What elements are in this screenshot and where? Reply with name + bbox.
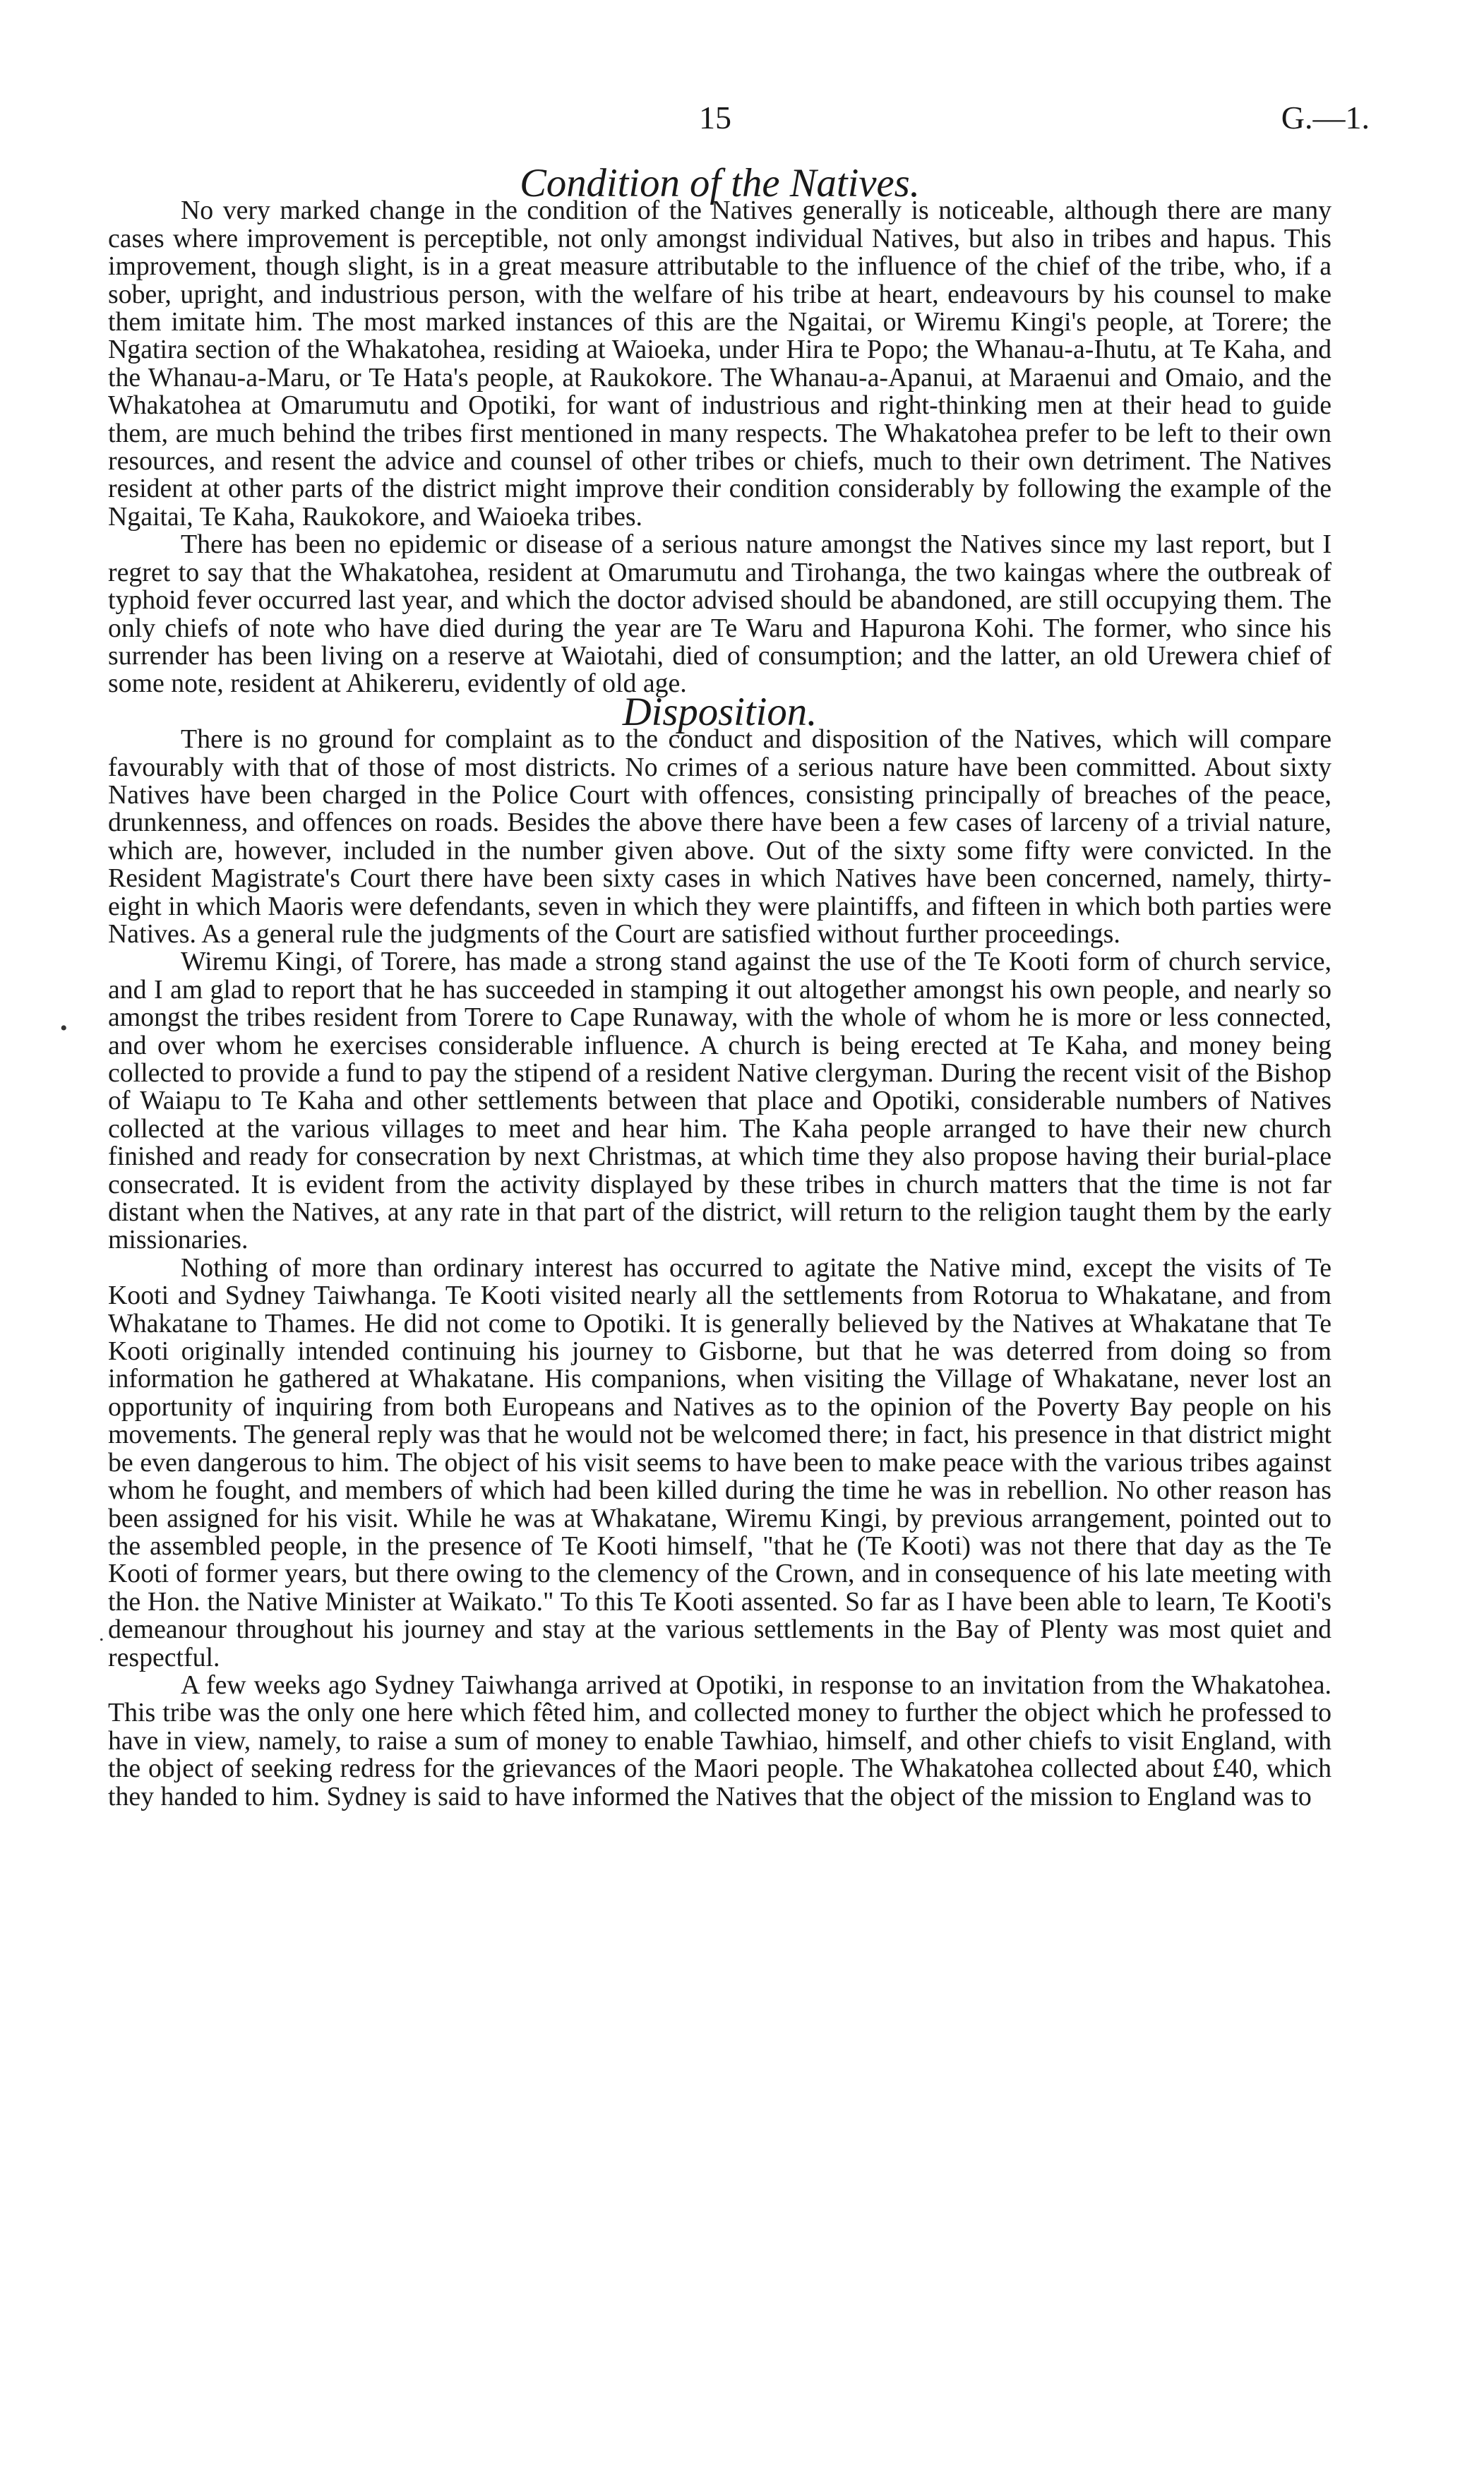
margin-mark: . <box>99 1622 104 1646</box>
margin-mark: • <box>60 1017 68 1040</box>
paragraph: A few weeks ago Sydney Taiwhanga arrived at Opotiki, in response to an invitation from the Whakatohea. This tribe was the only one here which fêted him, and collected money to further the object which he professed to have in view, namely, to raise a sum of money to enable Tawhiao, himself, and other chiefs to visit England, with the object of seeking redress for the grievances of the Maori people. The Whakatohea collected about £40, which they handed to him. Sydney is said to have informed the Natives that the object of the mission to England was to <box>108 1670 1332 1811</box>
page-number: 15 <box>699 100 731 136</box>
section-disposition <box>108 689 1332 1811</box>
section-condition-of-natives <box>108 161 1332 699</box>
page-body <box>108 161 1332 1811</box>
document-reference: G.—1. <box>1281 100 1370 136</box>
paragraph: Nothing of more than ordinary interest has occurred to agitate the Native mind, except the visits of Te Kooti and Sydney Taiwhanga. Te Kooti visited nearly all the settlements from Rotorua to Whakatane, and from Whakatane to Thames. He did not come to Opotiki. It is generally believed by the Natives at Whakatane that Te Kooti originally intended continuing his journey to Gisborne, but that he was deterred from doing so from information he gathered at Whakatane. His companions, when visiting the Village of Whakatane, never lost an opportunity of inquiring from both Europeans and Natives as to the opinion of the Poverty Bay people on his movements. The general reply was that he would not be welcomed there; in fact, his presence in that district might be even dangerous to him. The object of his visit seems to have been to make peace with the various tribes against whom he fought, and members of which had been killed during the time he was in rebellion. No other reason has been assigned for his visit. While he was at Whakatane, Wiremu Kingi, by previous arrangement, pointed out to the assembled people, in the presence of Te Kooti himself, "that he (Te Kooti) was not there that day as the Te Kooti of former years, but there owing to the clemency of the Crown, and in consequence of his late meeting with the Hon. the Native Minister at Waikato." To this Te Kooti assented. So far as I have been able to learn, Te Kooti's demeanour throughout his journey and stay at the various settlements in the Bay of Plenty was most quiet and respectful. <box>108 1252 1332 1672</box>
paragraph: There is no ground for complaint as to the conduct and disposition of the Natives, which will compare favourably with that of those of most districts. No crimes of a serious nature have been committed. About sixty Natives have been charged in the Police Court with offences, consisting principally of breaches of the peace, drunkenness, and offences on roads. Besides the above there have been a few cases of larceny of a trivial nature, which are, however, included in the number given above. Out of the sixty some fifty were convicted. In the Resident Magistrate's Court there have been sixty cases in which Natives have been concerned, namely, thirty-eight in which Maoris were defendants, seven in which they were plaintiffs, and fifteen in which both parties were Natives. As a general rule the judgments of the Court are satisfied without further proceedings. <box>108 724 1332 949</box>
section-heading: Disposition. <box>622 689 818 734</box>
paragraph: There has been no epidemic or disease of a serious nature amongst the Natives since my last report, but I regret to say that the Whakatohea, resident at Omarumutu and Tirohanga, the two kaingas where the outbreak of typhoid fever occurred last year, and which the doctor advised should be abandoned, are still occupying them. The only chiefs of note who have died during the year are Te Waru and Hapurona Kohi. The former, who since his surrender has been living on a reserve at Waiotahi, died of consumption; and the latter, an old Urewera chief of some note, resident at Ahikereru, evidently of old age. <box>108 529 1332 699</box>
paragraph: Wiremu Kingi, of Torere, has made a strong stand against the use of the Te Kooti form of church service, and I am glad to report that he has succeeded in stamping it out altogether amongst his own people, and nearly so amongst the tribes resident from Torere to Cape Runaway, with the whole of whom he is more or less connected, and over whom he exercises considerable influence. A church is being erected at Te Kaha, and money being collected to provide a fund to pay the stipend of a resident Native clergyman. During the recent visit of the Bishop of Waiapu to Te Kaha and other settlements between that place and Opotiki, considerable numbers of Natives collected at the various villages to meet and hear him. The Kaha people arranged to have their new church finished and ready for consecration by next Christmas, at which time they also propose having their burial-place consecrated. It is evident from the activity displayed by these tribes in church matters that the time is not far distant when the Natives, at any rate in that part of the district, will return to the religion taught them by the early missionaries. <box>108 947 1332 1255</box>
paragraph: No very marked change in the condition of the Natives generally is noticeable, although there are many cases where improvement is perceptible, not only amongst individual Natives, but also in tribes and hapus. This improvement, though slight, is in a great measure attributable to the influence of the chief of the tribe, who, if a sober, upright, and industrious person, with the welfare of his tribe at heart, endeavours by his counsel to make them imitate him. The most marked instances of this are the Ngaitai, or Wiremu Kingi's people, at Torere; the Ngatira section of the Whakatohea, residing at Waioeka, under Hira te Popo; the Whanau-a-Ihutu, at Te Kaha, and the Whanau-a-Maru, or Te Hata's people, at Raukokore. The Whanau-a-Apanui, at Maraenui and Omaio, and the Whakatohea at Omarumutu and Opotiki, for want of industrious and right-thinking men at their head to guide them, are much behind the tribes first mentioned in many respects. The Whakatohea prefer to be left to their own resources, and resent the advice and counsel of other tribes or chiefs, much to their own detriment. The Natives resident at other parts of the district might improve their condition considerably by following the example of the Ngaitai, Te Kaha, Raukokore, and Waioeka tribes. <box>108 196 1332 532</box>
section-heading: Condition of the Natives. <box>520 161 920 205</box>
page-header <box>0 99 1484 141</box>
